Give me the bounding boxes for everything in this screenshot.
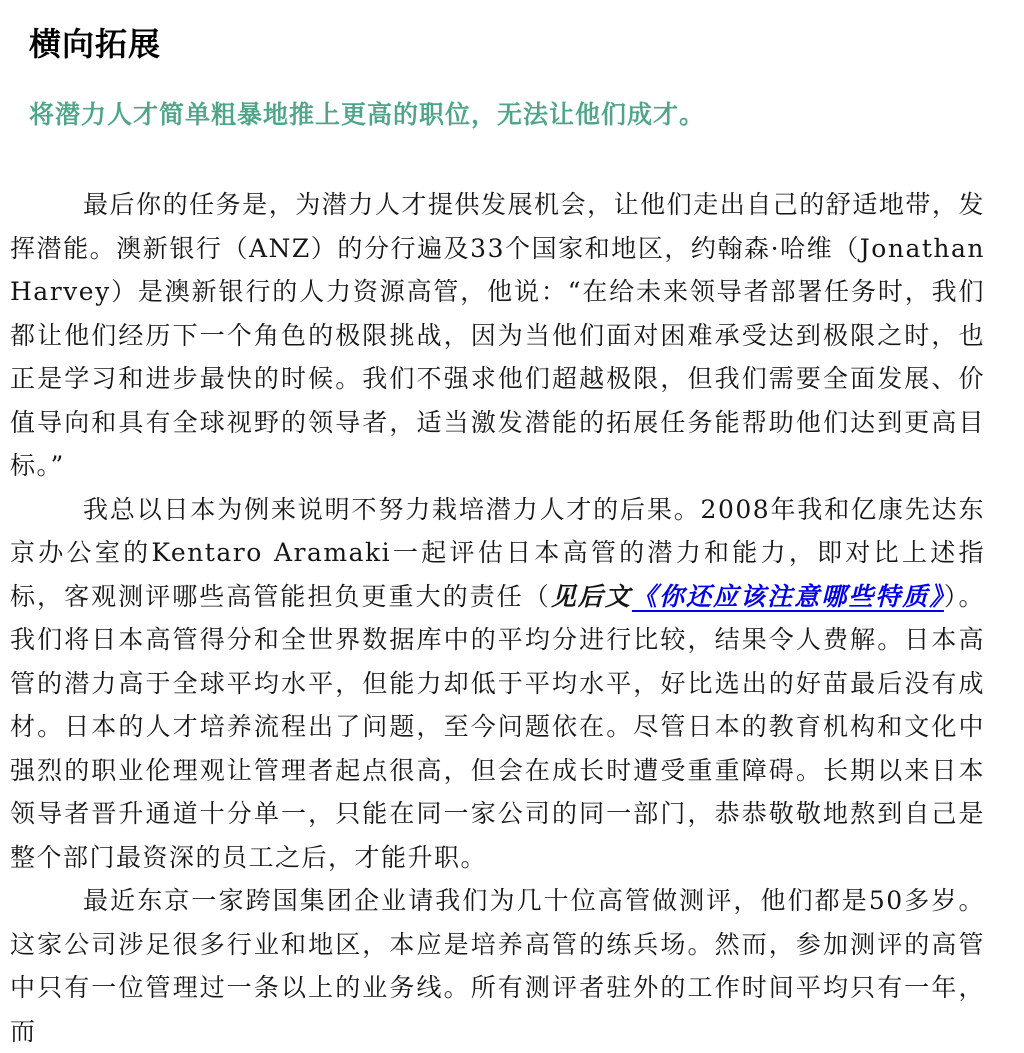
body-text	[10, 183, 985, 1053]
paragraph-2-text-after-ref: ）。我们将日本高管得分和全世界数据库中的平均分进行比较，结果令人费解。日本高管的潜力高于全球平均水平，但能力却低于平均水平，好比选出的好苗最后没有成材。日本的人才培养流程出了问题，至今问题依在。尽管日本的教育机构和文化中强烈的职业伦理观让管理者起点很高，但会在成长时遭受重重障碍。长期以来日本领导者晋升通道十分单一，只能在同一家公司的同一部门，恭恭敬敬地熬到自己是整个部门最资深的员工之后，才能升职。	[10, 581, 985, 872]
see-below-emphasis: 见后文	[550, 581, 632, 611]
book-page	[0, 26, 1024, 1045]
paragraph-1	[10, 183, 985, 488]
cross-reference-link[interactable]: 《你还应该注意哪些特质》	[631, 581, 944, 611]
paragraph-3	[10, 879, 985, 1053]
chapter-title: 横向拓展	[29, 25, 162, 63]
chapter-subtitle: 将潜力人才简单粗暴地推上更高的职位，无法让他们成才。	[29, 100, 706, 129]
paragraph-1-text: 最后你的任务是，为潜力人才提供发展机会，让他们走出自己的舒适地带，发挥潜能。澳新银行（ANZ）的分行遍及33个国家和地区，约翰森·哈维（Jonathan Harvey）是澳新银行的人力资源高管，他说：“在给未来领导者部署任务时，我们都让他们经历下一个角色的极限挑战，因为当他们面对困难承受达到极限之时，也正是学习和进步最快的时候。我们不强求他们超越极限，但我们需要全面发展、价值导向和具有全球视野的领导者，适当激发潜能的拓展任务能帮助他们达到更高目标。”	[10, 190, 985, 480]
paragraph-2	[10, 488, 985, 880]
paragraph-2-text-before-ref: 我总以日本为例来说明不努力栽培潜力人才的后果。2008年我和亿康先达东京办公室的Kentaro Aramaki一起评估日本高管的潜力和能力，即对比上述指标，客观测评哪些高管能担负更重大的责任（	[10, 494, 985, 611]
paragraph-3-text: 最近东京一家跨国集团企业请我们为几十位高管做测评，他们都是50多岁。这家公司涉足很多行业和地区，本应是培养高管的练兵场。然而，参加测评的高管中只有一位管理过一条以上的业务线。所有测评者驻外的工作时间平均只有一年，而	[10, 886, 985, 1046]
